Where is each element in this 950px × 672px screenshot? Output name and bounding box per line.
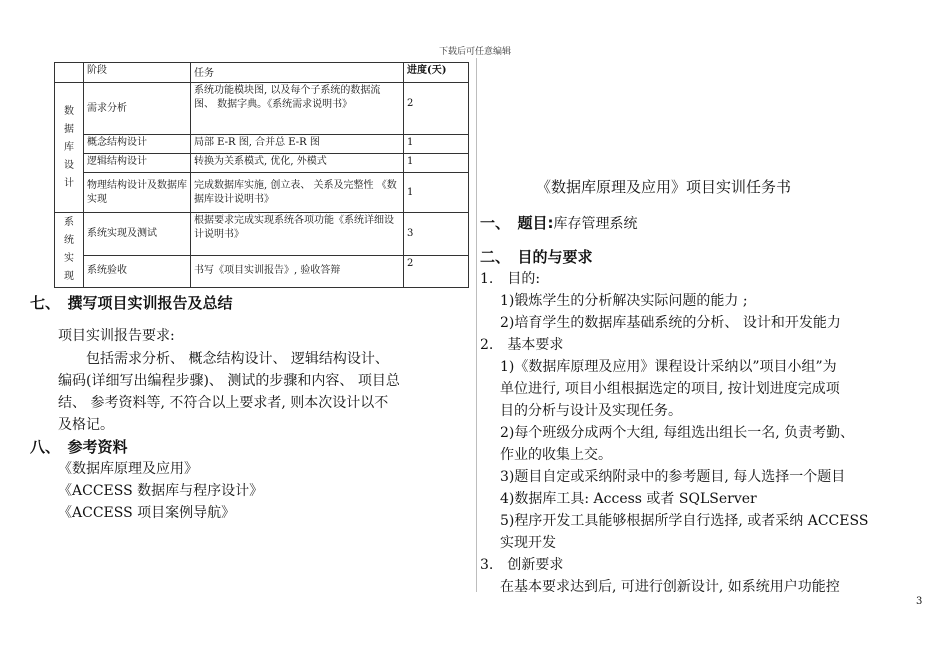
stage-cell: 概念结构设计 — [84, 135, 191, 154]
reference-item: 《数据库原理及应用》 — [58, 461, 198, 477]
group-label-db-design — [55, 83, 84, 213]
table-row — [55, 135, 469, 154]
page-header: 下载后可任意编辑 — [438, 47, 511, 57]
column-divider — [476, 58, 477, 592]
purpose-title: 1. 目的: — [480, 271, 541, 287]
group-char: 统 — [64, 235, 74, 246]
basic-req-line: 1)《数据库原理及应用》课程设计采纳以”项目小组”为 — [500, 359, 837, 375]
reference-item: 《ACCESS 数据库与程序设计》 — [58, 483, 264, 499]
task-cell: 书写《项目实训报告》, 验收答辩 — [191, 255, 404, 287]
group-char: 系 — [64, 217, 74, 228]
report-text-line: 及格记。 — [58, 417, 114, 433]
group-char: 设 — [64, 159, 74, 171]
group-char: 现 — [64, 271, 74, 282]
purpose-item: 1)锻炼学生的分析解决实际问题的能力 ; — [500, 293, 748, 309]
col-header-task: 任务 — [191, 63, 404, 83]
schedule-table — [54, 62, 469, 288]
stage-cell: 系统实现及测试 — [84, 213, 191, 256]
days-cell: 1 — [404, 135, 469, 154]
basic-req-line: 5)程序开发工具能够根据所学自行选择, 或者采纳 ACCESS — [500, 513, 869, 529]
report-text-line: 编码(详细写出编程步骤)、 测试的步骤和内容、 项目总 — [58, 373, 400, 389]
basic-req-line: 实现开发 — [500, 535, 556, 551]
basic-req-line: 单位进行, 项目小组根据选定的项目, 按计划进度完成项 — [500, 381, 840, 397]
project-topic: 库存管理系统 — [553, 216, 638, 232]
stage-cell: 逻辑结构设计 — [84, 154, 191, 173]
task-cell: 根据要求完成实现系统各项功能《系统详细设计说明书》 — [191, 213, 404, 256]
basic-req-line: 作业的收集上交。 — [500, 447, 612, 463]
group-label-sys-impl — [55, 213, 84, 288]
group-char: 数 — [64, 105, 74, 117]
task-cell: 局部 E-R 图, 合并总 E-R 图 — [191, 135, 404, 154]
basic-req-line: 4)数据库工具: Access 或者 SQLServer — [500, 491, 757, 507]
report-text-line: 结、 参考资料等, 不符合以上要求者, 则本次设计以不 — [58, 395, 389, 411]
reference-item: 《ACCESS 项目案例导航》 — [58, 505, 236, 521]
stage-cell: 物理结构设计及数据库实现 — [84, 173, 191, 213]
innovation-title: 3. 创新要求 — [480, 557, 564, 573]
purpose-item: 2)培育学生的数据库基础系统的分析、 设计和开发能力 — [500, 315, 841, 331]
basic-req-line: 3)题目自定或采纳附录中的参考题目, 每人选择一个题目 — [500, 469, 846, 485]
days-cell: 3 — [404, 213, 469, 256]
report-text-line: 包括需求分析、 概念结构设计、 逻辑结构设计、 — [58, 351, 389, 367]
table-row — [55, 83, 469, 135]
table-row — [55, 173, 469, 213]
group-char: 计 — [64, 177, 74, 189]
report-requirements-label: 项目实训报告要求: — [58, 328, 175, 344]
task-cell: 系统功能模块图, 以及每个子系统的数据流图、 数据字典。《系统需求说明书》 — [191, 83, 404, 135]
innovation-line: 在基本要求达到后, 可进行创新设计, 如系统用户功能控 — [500, 579, 840, 595]
group-char: 据 — [64, 123, 74, 135]
section-1-label: 一、 题目: — [480, 214, 554, 232]
task-cell: 转换为关系模式, 优化, 外模式 — [191, 154, 404, 173]
table-row — [55, 213, 469, 256]
table-header-row — [55, 63, 469, 83]
stage-cell: 系统验收 — [84, 255, 191, 287]
section-2-title: 二、 目的与要求 — [480, 248, 593, 266]
table-corner-cell — [55, 63, 84, 83]
section-1-line — [480, 212, 638, 235]
section-7-title: 七、 撰写项目实训报告及总结 — [30, 294, 233, 312]
section-8-title: 八、 参考资料 — [30, 438, 128, 456]
col-header-stage: 阶段 — [84, 63, 191, 83]
basic-req-line: 2)每个班级分成两个大组, 每组选出组长一名, 负责考勤、 — [500, 425, 855, 441]
table-row — [55, 154, 469, 173]
group-char: 实 — [64, 253, 74, 264]
col-header-progress: 进度(天) — [404, 63, 469, 83]
days-cell: 1 — [404, 173, 469, 213]
document-title: 《数据库原理及应用》项目实训任务书 — [536, 178, 792, 196]
table-row — [55, 255, 469, 287]
days-cell: 1 — [404, 154, 469, 173]
stage-cell: 需求分析 — [84, 83, 191, 135]
basic-req-title: 2. 基本要求 — [480, 337, 564, 353]
basic-req-line: 目的分析与设计及实现任务。 — [500, 403, 682, 419]
days-cell: 2 — [404, 255, 469, 287]
page-number: 3 — [916, 596, 923, 607]
task-cell: 完成数据库实施, 创立表、 关系及完整性 《数据库设计说明书》 — [191, 173, 404, 213]
group-char: 库 — [64, 141, 74, 153]
days-cell: 2 — [404, 83, 469, 135]
